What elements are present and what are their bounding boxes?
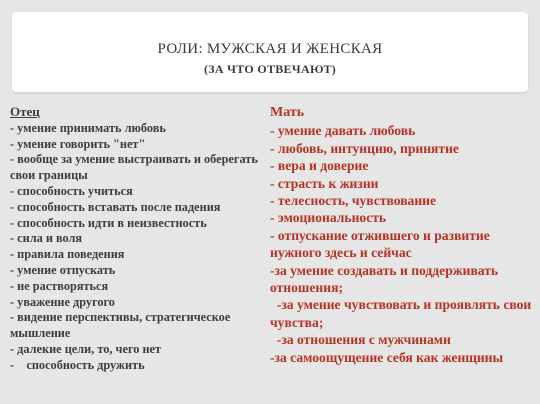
father-heading: Отец: [10, 104, 40, 119]
father-item: - умение отпускать: [10, 262, 116, 277]
mother-item: - страсть к жизни: [270, 175, 379, 191]
mother-item: - отпускание отжившего и развитие нужного здесь и сейчас: [270, 227, 490, 261]
mother-item: - эмоциональность: [270, 210, 387, 226]
father-item: - способность учиться: [10, 183, 133, 198]
slide-title: РОЛИ: МУЖСКАЯ И ЖЕНСКАЯ: [157, 41, 383, 57]
father-item: - не растворяться: [10, 278, 109, 293]
father-item: - вообще за умение выстраивать и оберегать свои границы: [10, 152, 258, 183]
father-column: [10, 104, 268, 374]
mother-heading: Мать: [270, 105, 305, 120]
father-item: - умение принимать любовь: [10, 120, 166, 135]
mother-item: - любовь, интуицию, принятие: [270, 140, 459, 156]
father-item: - правила поведения: [10, 247, 125, 262]
mother-item: -за отношения с мужчинами: [270, 332, 451, 348]
mother-column: [270, 104, 535, 366]
mother-item: -за умение чувствовать и проявлять свои чувства;: [270, 297, 535, 330]
father-item: - сила и воля: [10, 231, 83, 246]
mother-item: - умение давать любовь: [270, 123, 416, 139]
father-item: - далекие цели, то, чего нет: [10, 341, 162, 356]
slide-subtitle: (ЗА ЧТО ОТВЕЧАЮТ): [203, 62, 337, 76]
title-box: [12, 12, 528, 92]
mother-item: - телесность, чувствование: [270, 193, 437, 209]
father-item: - видение перспективы, стратегическое мышление: [10, 310, 231, 341]
mother-item: -за умение создавать и поддерживать отношения;: [270, 262, 499, 296]
father-item: - способность идти в неизвестность: [10, 215, 207, 230]
father-item: - способность дружить: [10, 357, 145, 372]
father-item: - способность вставать после падения: [10, 199, 221, 214]
mother-item: - вера и доверие: [270, 158, 369, 174]
mother-item: -за самоощущение себя как женщины: [270, 349, 504, 365]
father-item: - уважение другого: [10, 294, 115, 309]
father-item: - умение говорить "нет": [10, 136, 146, 151]
